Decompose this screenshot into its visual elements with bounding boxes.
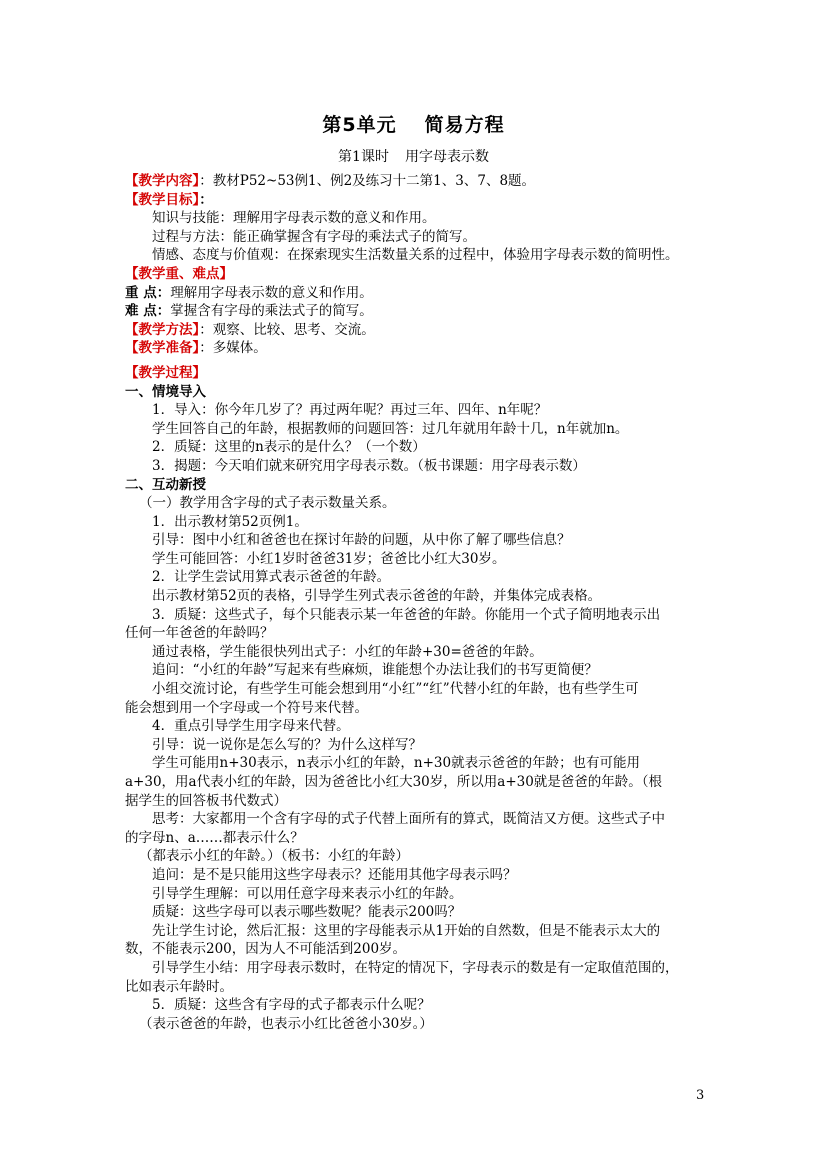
paragraph-line: 2．质疑：这里的n表示的是什么？（一个数） [152, 439, 426, 456]
key-heading [125, 265, 705, 284]
content-line [125, 172, 705, 191]
paragraph-line: 4．重点引导学生用字母来代替。 [152, 718, 350, 735]
paragraph-line: 引导：图中小红和爸爸也在探讨年龄的问题，从中你了解了哪些信息？ [152, 532, 571, 549]
paragraph-line: 思考：大家都用一个含有字母的式子代替上面所有的算式，既简洁又方便。这些式子中 [152, 811, 665, 828]
method-label: 【教学方法】 [125, 321, 200, 338]
paragraph-line: 能会想到用一个字母或一个符号来代替。 [125, 699, 368, 716]
hard-point-label: 难 点： [125, 303, 171, 320]
paragraph-line: （都表示小红的年龄。）（板书：小红的年龄） [139, 848, 409, 865]
unit-number: 第5单元 [322, 114, 397, 136]
section-heading: 二、互动新授 [125, 476, 206, 493]
paragraph-line: 1．导入：你今年几岁了？再过两年呢？再过三年、四年、n年呢？ [152, 402, 548, 419]
hard-point-line [125, 302, 705, 321]
section-heading: 一、情境导入 [125, 383, 206, 400]
paragraph-line: a+30，用a代表小红的年龄，因为爸爸比小红大30岁，所以用a+30就是爸爸的年龄。（根 [125, 774, 663, 790]
paragraph-line: 1．出示教材第52页例1。 [152, 513, 308, 530]
key-point-label: 重 点： [125, 284, 171, 301]
unit-title [0, 110, 827, 137]
goals-heading: 【教学目标】： [125, 191, 213, 208]
key-point-line [125, 284, 705, 303]
content-text: ：教材P52~53例1、例2及练习十二第1、3、7、8题。 [199, 173, 536, 189]
method-line [125, 321, 705, 340]
lesson-number: 第1课时 [338, 149, 389, 165]
prep-line [125, 339, 705, 358]
paragraph-line: 3．质疑：这些式子，每个只能表示某一年爸爸的年龄。你能用一个式子简明地表示出 [152, 606, 661, 623]
paragraph-line: 质疑：这些字母可以表示哪些数呢？能表示200吗？ [152, 904, 462, 921]
goals-label: 【教学目标】 [125, 191, 200, 208]
paragraph-line: （一）教学用含字母的式子表示数量关系。 [139, 495, 396, 512]
page-number: 3 [696, 1088, 705, 1103]
paragraph-line: 数，不能表示200，因为人不可能活到200岁。 [125, 941, 407, 958]
paragraph-line: 出示教材第52页的表格，引导学生列式表示爸爸的年龄，并集体完成表格。 [152, 588, 602, 605]
paragraph-line: （表示爸爸的年龄，也表示小红比爸爸小30岁。） [139, 1015, 433, 1032]
paragraph-line: 5．质疑：这些含有字母的式子都表示什么呢？ [152, 997, 431, 1014]
content-label: 【教学内容】 [125, 173, 200, 189]
key-label: 【教学重、难点】 [125, 265, 233, 282]
paragraph-line: 学生回答自己的年龄，根据教师的问题回答：过几年就用年龄十几，n年就加n。 [152, 420, 629, 437]
paragraph-line: 学生可能回答：小红1岁时爸爸31岁；爸爸比小红大30岁。 [152, 550, 506, 567]
method-text: ：观察、比较、思考、交流。 [199, 321, 375, 338]
process-label: 【教学过程】 [125, 364, 206, 381]
paragraph-line: 引导：说一说你是怎么写的？为什么这样写？ [152, 736, 422, 753]
lesson-topic: 用字母表示数 [404, 149, 489, 165]
prep-text: ：多媒体。 [199, 340, 267, 357]
paragraph-line: 的字母n、a……都表示什么？ [125, 829, 304, 846]
goal-item: 情感、态度与价值观：在探索现实生活数量关系的过程中，体验用字母表示数的简明性。 [152, 247, 679, 264]
paragraph-line: 先让学生讨论，然后汇报：这里的字母能表示从1开始的自然数，但是不能表示太大的 [152, 922, 661, 939]
unit-name: 简易方程 [424, 114, 505, 136]
paragraph-line: 学生可能用n+30表示，n表示小红的年龄，n+30就表示爸爸的年龄；也有可能用 [152, 755, 641, 772]
key-point-text: 理解用字母表示数的意义和作用。 [170, 284, 373, 301]
paragraph-line: 通过表格，学生能很快列出式子：小红的年龄+30=爸爸的年龄。 [152, 643, 543, 660]
paragraph-line: 2．让学生尝试用算式表示爸爸的年龄。 [152, 569, 391, 586]
paragraph-line: 引导学生小结：用字母表示数时，在特定的情况下，字母表示的数是有一定取值范围的， [152, 959, 679, 976]
goal-item: 过程与方法：能正确掌握含有字母的乘法式子的简写。 [152, 228, 476, 245]
paragraph-line: 3．揭题：今天咱们就来研究用字母表示数。（板书课题：用字母表示数） [152, 457, 586, 474]
process-heading [125, 364, 705, 383]
paragraph-line: 小组交流讨论，有些学生可能会想到用“小红”“红”代替小红的年龄，也有些学生可 [152, 681, 639, 698]
paragraph-line: 比如表示年龄时。 [125, 978, 233, 995]
paragraph-line: 追问：“小红的年龄”写起来有些麻烦，谁能想个办法让我们的书写更简便？ [152, 662, 598, 679]
hard-point-text: 掌握含有字母的乘法式子的简写。 [170, 303, 373, 320]
paragraph-line: 据学生的回答板书代数式） [125, 792, 287, 809]
lesson-body [125, 172, 705, 1033]
goal-item: 知识与技能：理解用字母表示数的意义和作用。 [152, 210, 436, 227]
prep-label: 【教学准备】 [125, 340, 200, 357]
paragraph-line: 引导学生理解：可以用任意字母来表示小红的年龄。 [152, 885, 463, 902]
paragraph-line: 追问：是不是只能用这些字母表示？还能用其他字母表示吗？ [152, 866, 517, 883]
lesson-subtitle [0, 146, 827, 166]
paragraph-line: 任何一年爸爸的年龄吗？ [125, 625, 274, 642]
